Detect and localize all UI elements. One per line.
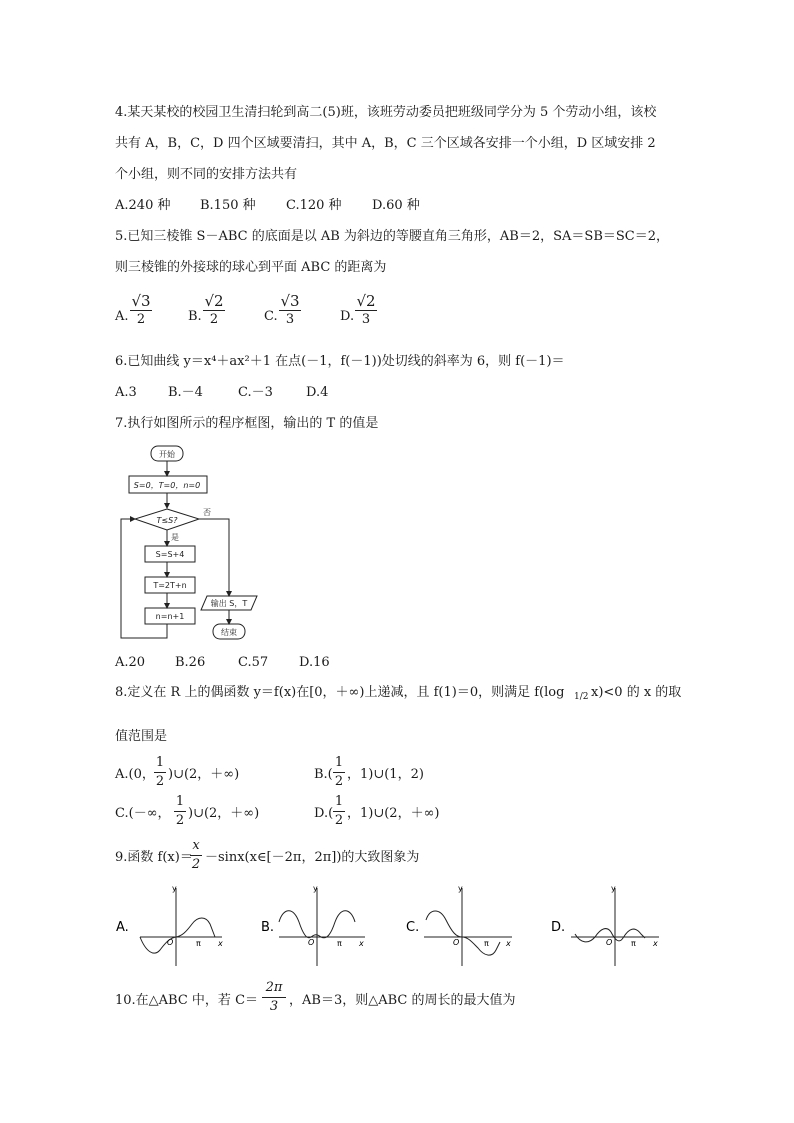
q8-option-c-num: 1	[175, 794, 185, 809]
q9-graph-c-x: x	[506, 939, 511, 948]
q10-num: 2π	[265, 980, 283, 995]
q8-option-c-den: 2	[175, 813, 185, 828]
q9-graph-c-pi: π	[484, 939, 489, 948]
q7-flowchart	[115, 440, 275, 646]
q7-option-c: C.57	[238, 655, 269, 670]
q5-option-c-frac	[279, 293, 301, 328]
q9-graph-d-y: y	[611, 884, 616, 893]
flow-end-text: 结束	[221, 628, 237, 637]
q4-option-b: B.150 种	[200, 198, 256, 213]
q4-line1: 4.某天某校的校园卫生清扫轮到高二(5)班，该班劳动委员把班级同学分为 5 个劳动小组，该校	[115, 105, 657, 120]
q8-line2: 值范围是	[115, 729, 168, 744]
q9-graph-b-x: x	[359, 939, 364, 948]
q4-option-a: A.240 种	[115, 198, 171, 213]
q8-option-c-frac	[174, 794, 186, 829]
q7-option-a: A.20	[115, 655, 146, 670]
q4-option-c: C.120 种	[286, 198, 342, 213]
q9-graph-a	[110, 882, 240, 972]
q5-option-a-num: √3	[131, 292, 151, 310]
q10-den: 3	[269, 999, 279, 1014]
q8-option-a-pre: A.(0，	[115, 767, 155, 782]
q5-option-a-label: A.	[115, 309, 129, 324]
flow-step1-text: S=S+4	[155, 550, 185, 559]
q7-line1: 7.执行如图所示的程序框图，输出的 T 的值是	[115, 416, 379, 431]
q9-graph-a-y: y	[172, 884, 177, 893]
q9-graph-a-x: x	[218, 939, 223, 948]
q5-line2: 则三棱锥的外接球的球心到平面 ABC 的距离为	[115, 260, 387, 275]
q9-pre: 9.函数 f(x)＝	[115, 850, 193, 865]
q5-option-d-frac	[355, 293, 377, 328]
q9-den: 2	[191, 857, 201, 872]
q8-option-a-frac	[154, 755, 166, 790]
q8-option-c-post: )∪(2，＋∞)	[188, 806, 260, 821]
q5-option-d-num: √2	[356, 292, 376, 310]
q8-option-b-pre: B.(	[314, 767, 333, 782]
q8-option-b-frac	[333, 755, 345, 790]
q8-option-d-num: 1	[334, 794, 344, 809]
q10-pre: 10.在△ABC 中，若 C＝	[115, 993, 259, 1008]
q9-graph-b-o: O	[308, 938, 315, 947]
q8-option-b-num: 1	[334, 755, 344, 770]
q8-option-d-frac	[333, 794, 345, 829]
q7-option-b: B.26	[175, 655, 206, 670]
q9-graph-a-o: O	[167, 938, 174, 947]
q8-option-b-den: 2	[334, 774, 344, 789]
flow-yes-label: 是	[171, 533, 179, 542]
q9-graph-b-label: B.	[261, 920, 275, 935]
q9-graph-c-label: C.	[406, 920, 420, 935]
q9-graph-b-y: y	[313, 884, 318, 893]
q9-graph-c-o: O	[453, 938, 460, 947]
q9-post: －sinx(x∈[－2π，2π])的大致图象为	[205, 850, 420, 865]
q9-graph-d-label: D.	[551, 920, 566, 935]
q5-option-a-den: 2	[136, 312, 146, 327]
q8-option-c-pre: C.(－∞，	[115, 806, 171, 821]
q4-option-d: D.60 种	[372, 198, 420, 213]
q9-graph-c	[400, 882, 530, 972]
q9-num: x	[192, 838, 200, 853]
q5-option-b-num: √2	[204, 292, 224, 310]
q5-option-c-num: √3	[280, 292, 300, 310]
q9-graph-d-x: x	[653, 939, 658, 948]
q9-graph-d-pi: π	[631, 939, 636, 948]
flow-step3-text: n=n+1	[155, 612, 185, 621]
q9-graph-a-pi: π	[196, 939, 201, 948]
q8-option-a-den: 2	[155, 774, 165, 789]
q8-option-b-post: ，1)∪(1，2)	[347, 767, 424, 782]
flow-cond-text: T≤S?	[156, 516, 178, 525]
q8-line1: 8.定义在 R 上的偶函数 y＝f(x)在[0，＋∞)上递减，且 f(1)＝0，则满足 f(log	[115, 685, 565, 700]
q8-option-d-pre: D.(	[314, 806, 334, 821]
q5-option-a-frac	[130, 293, 152, 328]
q6-option-b: B.－4	[168, 385, 203, 400]
q6-option-d: D.4	[306, 385, 329, 400]
flow-output-text: 输出 S，T	[210, 599, 248, 608]
q10-post: ，AB＝3，则△ABC 的周长的最大值为	[289, 993, 516, 1008]
q8-log-base: 1/2	[574, 692, 589, 702]
q9-graph-b	[255, 882, 385, 972]
q5-line1: 5.已知三棱锥 S－ABC 的底面是以 AB 为斜边的等腰直角三角形，AB＝2，SA＝SB＝SC＝2，	[115, 229, 669, 244]
q9-graph-c-y: y	[458, 884, 463, 893]
q8-line1-tail: x)<0 的 x 的取	[591, 685, 682, 700]
q10-frac	[262, 980, 286, 1015]
q5-option-d-label: D.	[340, 309, 355, 324]
q8-option-a-post: )∪(2，＋∞)	[168, 767, 240, 782]
q4-line2: 共有 A，B，C，D 四个区域要清扫，其中 A，B，C 三个区域各安排一个小组，D 区域安排 2	[115, 136, 656, 151]
q5-option-c-label: C.	[264, 309, 278, 324]
q4-line3: 个小组，则不同的安排方法共有	[115, 167, 298, 182]
q9-graph-b-pi: π	[337, 939, 342, 948]
q6-option-c: C.－3	[238, 385, 273, 400]
q9-frac	[190, 838, 202, 873]
flow-no-label: 否	[203, 508, 211, 517]
q8-option-d-den: 2	[334, 813, 344, 828]
q5-option-d-den: 3	[361, 312, 371, 327]
q5-option-b-den: 2	[209, 312, 219, 327]
q7-option-d: D.16	[299, 655, 330, 670]
q9-graph-a-label: A.	[116, 920, 129, 935]
q9-graph-d	[545, 882, 675, 972]
q9-graph-d-o: O	[606, 938, 613, 947]
q6-line1: 6.已知曲线 y＝x⁴＋ax²＋1 在点(－1，f(－1))处切线的斜率为 6，则 f(－1)＝	[115, 354, 565, 369]
q6-option-a: A.3	[115, 385, 137, 400]
q5-option-b-label: B.	[188, 309, 202, 324]
q8-option-a-num: 1	[155, 755, 165, 770]
q8-option-d-post: ，1)∪(2，＋∞)	[347, 806, 440, 821]
flow-init-text: S=0，T=0，n=0	[133, 481, 201, 490]
flow-step2-text: T=2T+n	[153, 581, 187, 590]
q5-option-b-frac	[203, 293, 225, 328]
q5-option-c-den: 3	[285, 312, 295, 327]
flow-start-text: 开始	[159, 450, 175, 459]
